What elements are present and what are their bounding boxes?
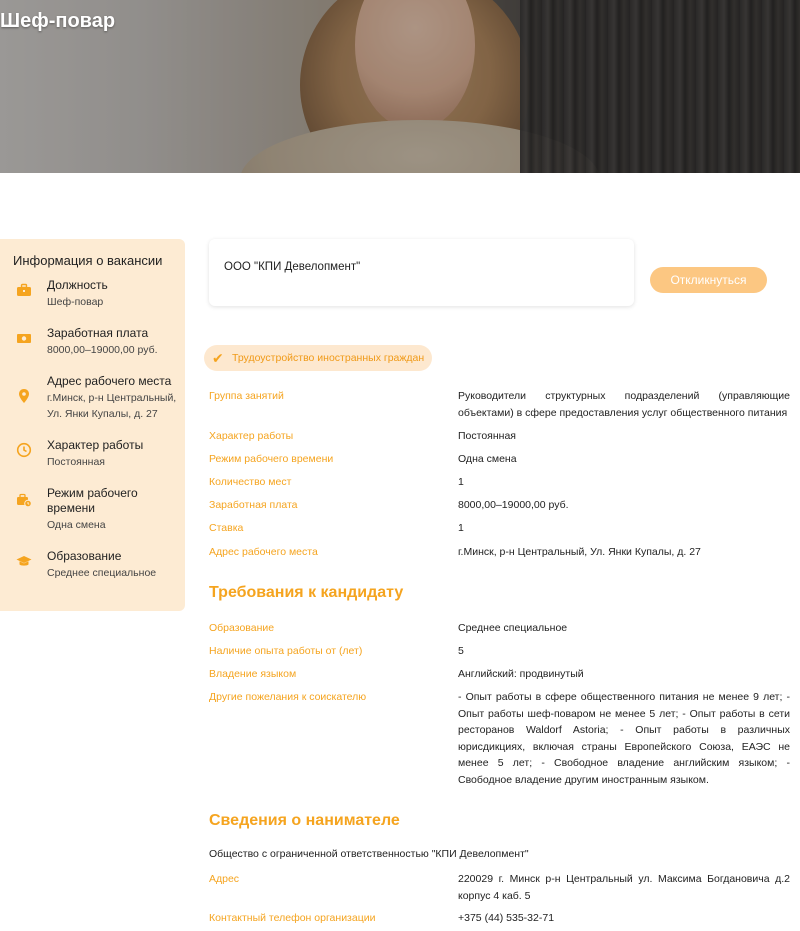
requirement-value: 5 [458,645,464,657]
sidebar-item-work-type [13,438,185,470]
detail-key: Адрес рабочего места [209,546,318,558]
sidebar-item-label: Режим рабочего времени [47,486,138,515]
requirement-key: Владение языком [209,668,297,680]
sidebar-item-education [13,549,185,581]
check-icon: ✔ [212,350,224,366]
apply-button[interactable]: Откликнуться [650,267,767,293]
work-schedule-icon [16,492,32,508]
sidebar-item-value: Постоянная [47,456,105,468]
page-title: Шеф-повар [0,10,116,32]
detail-value: Руководители структурных подразделений (управляющие объектами) в сфере предоставления услуг общественного питания [458,390,790,419]
requirement-key: Образование [209,622,275,634]
money-icon [16,330,32,346]
sidebar-item-value: Одна смена [47,519,106,531]
sidebar-item-label: Образование [47,549,122,563]
employer-key: Контактный телефон организации [209,912,376,924]
sidebar-heading: Информация о вакансии [13,253,163,268]
graduation-cap-icon [16,553,32,569]
detail-value: Одна смена [458,453,517,465]
company-name: ООО "КПИ Девелопмент" [224,261,361,273]
detail-value: 8000,00–19000,00 руб. [458,499,569,511]
sidebar-item-position [13,278,185,310]
sidebar-item-label: Должность [47,278,108,292]
detail-key: Ставка [209,522,244,534]
badge-label: Трудоустройство иностранных граждан [232,352,425,364]
employer-key: Адрес [209,873,240,885]
requirement-key: Наличие опыта работы от (лет) [209,645,363,657]
clock-icon [16,442,32,458]
employer-full-name: Общество с ограниченной ответственностью "КПИ Девелопмент" [209,848,529,860]
vacancy-info-sidebar [0,239,185,611]
detail-value: 1 [458,522,464,534]
sidebar-item-label: Характер работы [47,438,144,452]
hero-banner [0,0,800,173]
requirement-value: - Опыт работы в сфере общественного питания не менее 9 лет; - Опыт работы шеф-поваром не менее 5 лет; - Опыт работы в сети ресторанов Waldorf Astoria; - Опыт работы в различных юрисдикциях, включая страны Европейского Союза, ЕАЭС не менее 5 лет; - Свободное владение английским языком; - Свободное владение другим иностранным языком. [458,691,790,786]
location-pin-icon [16,388,32,404]
requirement-value: Среднее специальное [458,622,568,634]
employer-title: Сведения о нанимателе [209,812,400,829]
detail-key: Количество мест [209,476,292,488]
detail-value: 1 [458,476,464,488]
sidebar-item-label: Заработная плата [47,326,149,340]
foreign-employment-badge [204,345,432,371]
requirement-value: Английский: продвинутый [458,668,584,680]
requirements-title: Требования к кандидату [209,584,404,601]
detail-value: г.Минск, р-н Центральный, Ул. Янки Купалы, д. 27 [458,546,701,558]
sidebar-item-value: Среднее специальное [47,567,157,579]
sidebar-item-schedule [13,486,185,533]
company-card [209,239,634,306]
hero-overlay [0,0,800,173]
detail-key: Режим рабочего времени [209,453,334,465]
detail-value: Постоянная [458,430,516,442]
sidebar-item-value: Шеф-повар [47,296,104,308]
requirement-key: Другие пожелания к соискателю [209,691,367,703]
detail-key: Характер работы [209,430,294,442]
briefcase-icon [16,282,32,298]
employer-phone[interactable]: +375 (44) 535-32-71 [458,912,555,924]
detail-key: Группа занятий [209,390,284,402]
sidebar-item-value: 8000,00–19000,00 руб. [47,344,158,356]
sidebar-item-label: Адрес рабочего места [47,374,172,388]
detail-key: Заработная плата [209,499,298,511]
sidebar-item-address [13,374,185,422]
sidebar-item-value: г.Минск, р-н Центральный, Ул. Янки Купалы, д. 27 [47,392,177,420]
employer-value: 220029 г. Минск р-н Центральный ул. Максима Богдановича д.2 корпус 4 каб. 5 [458,873,790,902]
sidebar-item-salary [13,326,185,358]
